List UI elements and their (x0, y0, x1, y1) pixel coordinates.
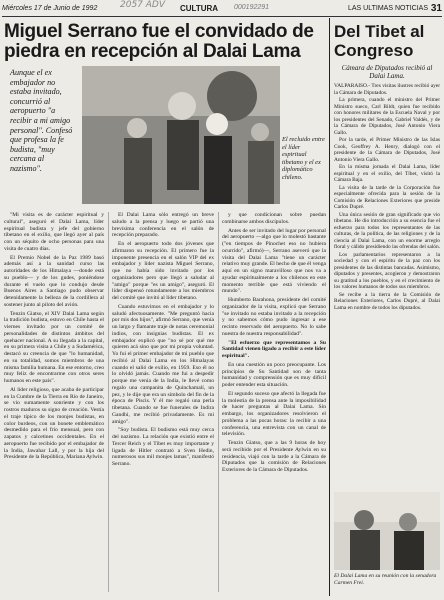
paragraph: y que condicionan sobre puedan combinarse ambos discípulos. (222, 212, 326, 225)
section-name: CULTURA (180, 4, 219, 13)
paragraph: El Premio Nobel de la Paz 1989 basó además así a la sanidad curso las autoridades de los Himalaya —donde está su pueblo— y de los gudes, poniéndose durante el vuelo que lo condujo desde Buenos Aires a Santiago pudo observar detenidamente la belleza de la cordillera al sostener junto al piloto del avión. (4, 254, 104, 308)
paragraph: Por la tarde, el Primer Ministro de las Islas Cook, Geoffrey A. Henry, dialogó con el presidente de la Cámara de Diputados, José Antonio Viera Gallo. (334, 137, 440, 163)
main-photo-caption: El recluido entre el líder espiritual tibetano y el ex diplomático chileno. (282, 136, 325, 181)
paragraph: Humberto Barahona, presidente del comité organizador de la visita, explicó que Serrano "se invitado no estaba invitado a la recepción y no sabemos cómo pudo ingresar a ese recinto reservado del aeropuerto. No lo sabe nuestra de nuestra responsabilidad". (222, 297, 326, 337)
side-photo (334, 492, 440, 570)
page-number: 31 (430, 3, 442, 14)
paragraph: "El esfuerzo que representamos a Su Santidad vienen ligado a recibir a este líder espiritual". (222, 339, 326, 359)
paragraph: En el aeropuerto todo dos jóvenes que afirmaron su recepción. El primero fue la imponente presencia en el salón VIP del ex embajador y líder nazista Miguel Serrano, que no había sido invitado por los organizadores pero que llegó a saludar al "amigo" porque "es un amigo", aseguró. El líder dispensó rotundamente a los miembros del comité que invitó al líder tibetano. (112, 241, 214, 301)
paragraph: En una cuestión un poco preocupante. Los principios de Su Santidad son de tanta humanidad y comprensión que es muy difícil poder entender esta situación. (222, 361, 326, 388)
side-deck: Cámara de Diputados recibió al Dalai Lama. (341, 64, 433, 81)
article-column-3 (222, 212, 326, 476)
column-divider (218, 212, 219, 592)
side-photo-caption: El Dalai Lama en su reunión con la senadora Carmen Frei. (334, 573, 437, 586)
paragraph: El segundo suceso que afectó la llegada fue la molestia de la prensa ante la imposibilidad de hacer preguntas al Dalai Lama. Sin embargo, los organizadores resolvieron el problema a las pocas horas: la recibir a una conferencia, una entrevista con un canal de televisión. (222, 390, 326, 438)
main-article-body (4, 212, 326, 592)
paragraph: La primera, cuando el ministro del Primer Ministro sueco, Carl Bildt, quien fue recibido con honores militares de la Escuela Naval y por los presidentes del Senado, Gabriel Valdés, y de la Cámara de Diputados, José Antonio Viera Gallo. (334, 97, 440, 136)
paragraph: Tenzin Giatso, que a las 9 horas de hoy será recibido por el Presidente Aylwin en su residencia, viajó con la tarde a la Cámara de Diputados que la comisión de Relaciones Exteriores de la Cámara de Diputados. (222, 440, 326, 473)
paragraph: "Mi visita es de carácter espiritual y cultural", aseguró el Dalai Lama, líder espiritual budista y jefe del gobierno tibetano en el exilio, que llegó ayer al país con un séquito de ocho personas para una visita de cuatro días. (4, 212, 104, 252)
issue-date: Miércoles 17 de Junio de 1992 (2, 5, 98, 12)
section-divider (329, 18, 330, 596)
paragraph: Los parlamentarios representaron a la sociedad y con el espíritu de la paz con los presidentes de las distintas bancadas. Asimismo, diputados y presentes, acogieron y demostraron su gratitud a los pueblos, y en el crecimiento de los valores humanos de todos sus miembros. (334, 251, 440, 290)
paragraph: VALPARAISO.- Tres visitas ilustres recibió ayer la Cámara de Diputados. (334, 83, 440, 96)
side-article-body (334, 83, 440, 312)
paragraph: En la misma jornada el Dalai Lama, líder espiritual y en el exilio, del Tíbet, visitó la Cámara Baja. (334, 164, 440, 183)
paragraph: La visita de la tarde de la Corporación fue especialmente ofrecida para la sesión de la Comisión de Relaciones Exteriores que preside Carlos Dupré. (334, 184, 440, 210)
side-headline: Del Tibet al Congreso (334, 22, 425, 60)
paragraph: Antes de ser invitado del lugar por personal del aeropuerto —algo que lo molestó bastante ("en tiempos de Pinochet eso no hubiera ocurrido", afirmó)—, Serrano aseveró que la visita del Dalai Lama "tiene un carácter relativo muy grande. El hecho de que él venga aquí en un signo maravilloso que nos va a ayudar espiritualmente a los chilenos en este momento terrible que está viviendo el mundo". (222, 227, 326, 295)
paragraph: El Dalai Lama sólo entregó un breve saludo a la prensa y luego se partió una brevísima conferencia en el salón de recepción preparado. (112, 212, 214, 239)
article-column-1 (4, 212, 104, 463)
main-headline: Miguel Serrano fue el convidado de piedra en recepción al Dalai Lama (4, 21, 314, 62)
archive-code: 000192291 (234, 4, 270, 11)
paragraph: Se recibe a la tierra de la Comisión de Relaciones Exteriores, Carlos Dupré, al Dalai Lama en nombre de todos los diputados. (334, 291, 440, 311)
page-header (2, 4, 442, 17)
main-deck: Aunque el ex embajador no estaba invitado, concurrió al aeropuerto "a recibir a mi amigo personal". Confesó que profesa la fe budista, "muy cercana al nazismo". (10, 68, 73, 173)
paragraph: Al líder religioso, que acaba de participar en la Cumbre de la Tierra en Río de Janeiro, se vio sumamente sonriente y con los rostros maduros su signo de creación. Vestía el traje típico de los monjes budistas, en color burdeos, con un bonete emblemático desmedido para el frío mensual, pero con zapatos y calcetines occidentales. En el aeropuerto fue recibido por el embajador de la India, Jawahar Lall, y por la hija del Presidente de la República, Mariana Aylwin. (4, 386, 104, 461)
column-divider (108, 212, 109, 592)
paragraph: Tenzin Giatso, el XIV Dalai Lama según la tradición budista, estuvo en Chile hasta el viernes invitado por un comité de personalidades de distintos ámbitos del quehacer nacional. A su llegada a la capital, en su primera visita a Chile y a Sudamérica, destacó su creencia de que "lo humanidad, en su totalidad, somos miembros de una misma familia humana. En ese entorno, creo muy feliz de encontrarme con otros seres humanos en este país". (4, 310, 104, 384)
paragraph: Cuando estuvimos en el embajador y lo saludó afectuosamente. "Me preguntó hacia por mis dos hijos", afirmó Serrano, que venía un largo y flamante traje de notas ceremonial indios, con insignias budistas. El ex embajador explicó que "no sé por qué me quieren acá sino que por mi propia voluntad. Yo fui el primer embajador de mi pueblo que recibió al Dalai Lama en los Himalayas cuando el salió de exilio, en 1959. Eso él no lo olvidó jamás. Cuando me fui a despedir porque me venía de la India, le llevé como regalo una campanita de Quinchamalí, un pez, y le dije que era un símbolo del fin de la época de Piscis. Y él me regaló una perla tibetana. Cuando se fue funerales de Indira Gandhi, me recibió privadamente. Es mi amigo". (112, 303, 214, 425)
newspaper-name: LAS ULTIMAS NOTICIAS (348, 5, 428, 12)
article-column-2 (112, 212, 214, 470)
handwritten-mark: 2057 ADV (120, 0, 166, 10)
main-photo (82, 66, 280, 204)
paragraph: Una única sesión de gran significado que vio tibetano. He dio introducción a su esencia fue el esfuerzo para todos los representantes de las culturas, de la política, de las religiones y de la ciencia al Dalai Lama, con un enorme arreglo floral y cálido presidiendo las ofrendas del salón. (334, 211, 440, 250)
paragraph: "Soy budista. El budismo está muy cerca del nazismo. La relación que existió entre el Tercer Reich y el Tíbet es muy importante y ligada de Hitler contrató a Sven Hedin, numerosos sus mil monjes lamas", manifestó Serrano. (112, 427, 214, 467)
